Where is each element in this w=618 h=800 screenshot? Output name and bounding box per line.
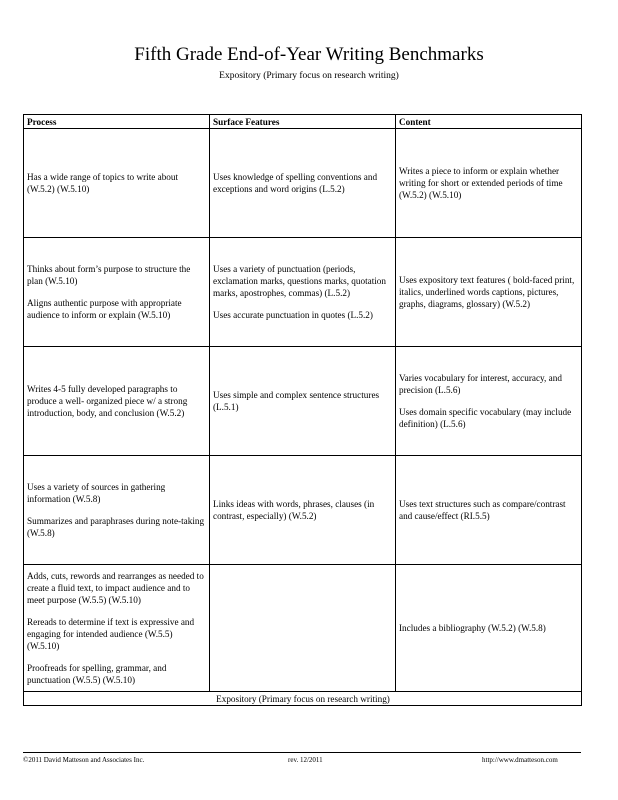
footer-revision: rev. 12/2011	[288, 756, 323, 764]
table-row	[24, 456, 582, 565]
table-row	[24, 238, 582, 347]
content-cell	[396, 129, 582, 238]
content-text: Uses domain specific vocabulary (may include definition) (L.5.6)	[399, 407, 572, 429]
content-cell	[396, 238, 582, 347]
surface-features-cell	[210, 565, 396, 692]
surface-features-cell	[210, 456, 396, 565]
content-cell	[396, 565, 582, 692]
footer-copyright: ©2011 David Matteson and Associates Inc.	[23, 756, 145, 764]
process-text: Aligns authentic purpose with appropriate audience to inform or explain (W.5.10)	[27, 298, 182, 320]
table-row	[24, 129, 582, 238]
process-text: Summarizes and paraphrases during note-taking (W.5.8)	[27, 516, 205, 538]
table-header-row	[24, 115, 582, 129]
table-row	[24, 347, 582, 456]
footer-url-link[interactable]: http://www.dmatteson.com	[482, 756, 558, 764]
table-footer-label: Expository (Primary focus on research writing)	[24, 692, 582, 706]
content-text: Uses text structures such as compare/contrast and cause/effect (RI.5.5)	[399, 499, 566, 521]
column-header-content: Content	[396, 115, 582, 129]
column-header-process: Process	[24, 115, 210, 129]
process-text: Adds, cuts, rewords and rearranges as needed to create a fluid text, to impact audience and to meet purpose (W.5.5) (W.5.10)	[27, 571, 204, 605]
process-cell	[24, 238, 210, 347]
benchmarks-table	[23, 114, 582, 706]
page-subtitle: Expository (Primary focus on research writing)	[219, 71, 399, 81]
process-cell	[24, 129, 210, 238]
process-text: Proofreads for spelling, grammar, and punctuation (W.5.5) (W.5.10)	[27, 663, 167, 685]
column-header-surface-features: Surface Features	[210, 115, 396, 129]
process-cell	[24, 456, 210, 565]
surface-features-cell	[210, 347, 396, 456]
surface-features-text: Links ideas with words, phrases, clauses (in contrast, especially) (W.5.2)	[213, 499, 375, 521]
process-cell	[24, 565, 210, 692]
surface-features-text: Uses simple and complex sentence structures (L.5.1)	[213, 390, 380, 412]
process-text: Uses a variety of sources in gathering information (W.5.8)	[27, 482, 166, 504]
process-text: Has a wide range of topics to write about (W.5.2) (W.5.10)	[27, 172, 179, 194]
footer-divider	[23, 752, 581, 753]
process-cell	[24, 347, 210, 456]
content-text: Uses expository text features ( bold-faced print, italics, underlined words captions, pictures, graphs, diagrams, glossary) (W.5.2)	[399, 275, 575, 309]
content-cell	[396, 347, 582, 456]
content-text: Varies vocabulary for interest, accuracy, and precision (L.5.6)	[399, 373, 562, 395]
content-cell	[396, 456, 582, 565]
surface-features-text: Uses a variety of punctuation (periods, exclamation marks, questions marks, quotation marks, apostrophes, commas) (L.5.2)	[213, 264, 386, 298]
process-text: Writes 4-5 fully developed paragraphs to produce a well- organized piece w/ a strong introduction, body, and conclusion (W.5.2)	[27, 384, 188, 418]
surface-features-text: Uses accurate punctuation in quotes (L.5.2)	[213, 310, 373, 320]
process-text: Thinks about form’s purpose to structure the plan (W.5.10)	[27, 264, 191, 286]
surface-features-cell	[210, 238, 396, 347]
surface-features-text: Uses knowledge of spelling conventions and exceptions and word origins (L.5.2)	[213, 172, 378, 194]
page-title: Fifth Grade End-of-Year Writing Benchmarks	[134, 44, 484, 65]
content-text: Writes a piece to inform or explain whether writing for short or extended periods of time (W.5.2) (W.5.10)	[399, 166, 563, 200]
table-row	[24, 565, 582, 692]
process-text: Rereads to determine if text is expressive and engaging for intended audience (W.5.5) (W.5.10)	[27, 617, 195, 651]
surface-features-cell	[210, 129, 396, 238]
table-footer-row	[24, 692, 582, 706]
content-text: Includes a bibliography (W.5.2) (W.5.8)	[399, 623, 546, 633]
